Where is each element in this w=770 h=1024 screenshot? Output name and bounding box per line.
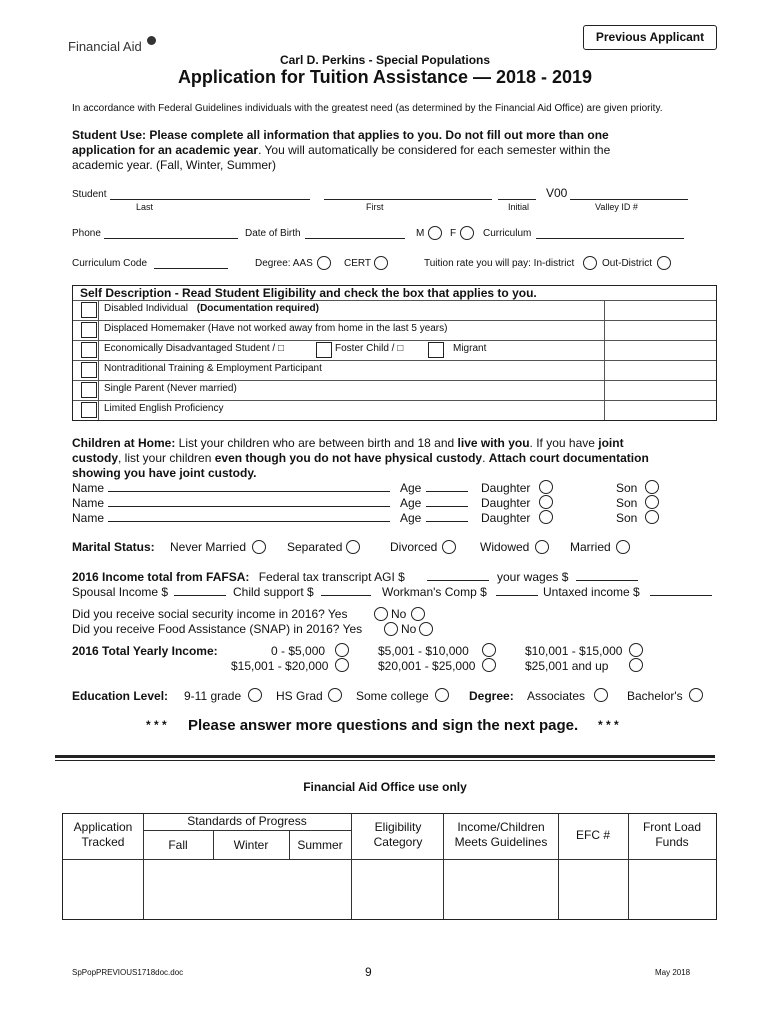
agi-field[interactable] (427, 570, 489, 581)
child-name-label-2: Name (72, 496, 105, 510)
valley-id-caption: Valley ID # (595, 202, 638, 212)
migrant-label: Migrant (453, 343, 487, 354)
bachelors-label: Bachelor's (627, 689, 683, 703)
footer-doc-name: SpPopPREVIOUS1718doc.doc (72, 968, 184, 977)
office-summer-header: Summer (297, 838, 343, 852)
nontraditional-checkbox[interactable] (81, 362, 97, 378)
office-app-tracked-header: Application Tracked (73, 820, 133, 849)
child-son-radio-3[interactable] (645, 510, 659, 524)
children-text-2: live with you (457, 436, 530, 450)
bachelors-radio[interactable] (689, 688, 703, 702)
last-name-field[interactable] (110, 189, 310, 200)
cert-label: CERT (344, 258, 372, 269)
child-age-field-2[interactable] (426, 496, 468, 507)
untaxed-field[interactable] (650, 585, 712, 596)
workmans-field[interactable] (496, 585, 538, 596)
income-range-1-radio[interactable] (335, 643, 349, 657)
first-name-field[interactable] (324, 189, 492, 200)
curriculum-code-label: Curriculum Code (72, 258, 148, 269)
migrant-checkbox[interactable] (428, 342, 444, 358)
child-name-field-3[interactable] (108, 511, 390, 522)
office-winter-header: Winter (233, 838, 269, 852)
curriculum-code-field[interactable] (154, 258, 228, 269)
snap-yes-radio[interactable] (384, 622, 398, 636)
curriculum-label: Curriculum (483, 228, 532, 239)
child-age-field-1[interactable] (426, 481, 468, 492)
income-range-5-label: $20,001 - $25,000 (378, 659, 476, 673)
disabled-label: Disabled Individual (104, 303, 188, 314)
office-fall-header: Fall (168, 838, 188, 852)
logo-badge-icon (147, 36, 156, 45)
page-subtitle: Carl D. Perkins - Special Populations (279, 53, 491, 67)
divider-thick (55, 755, 715, 758)
child-son-label-1: Son (616, 481, 638, 495)
child-daughter-radio-1[interactable] (539, 480, 553, 494)
note-text: Please answer more questions and sign the next page. (188, 717, 579, 734)
self-description-table (72, 285, 717, 421)
student-use-line1: Student Use: Please complete all information that applies to you. Do not fill out more than one (72, 128, 609, 142)
displaced-checkbox[interactable] (81, 322, 97, 338)
gender-m-label: M (416, 228, 425, 239)
student-label: Student (72, 189, 107, 200)
disabled-checkbox[interactable] (81, 302, 97, 318)
income-range-2-label: $5,001 - $10,000 (378, 644, 469, 658)
marital-divorced-label: Divorced (390, 540, 438, 554)
cert-radio[interactable] (374, 256, 388, 270)
disabled-option (104, 303, 319, 314)
footer-date: May 2018 (655, 968, 691, 977)
child-son-radio-2[interactable] (645, 495, 659, 509)
child-age-label-3: Age (400, 511, 422, 525)
intro-text: In accordance with Federal Guidelines individuals with the greatest need (as determined by the Financial Aid Office) are given priority. (72, 103, 663, 114)
office-standards-header: Standards of Progress (187, 814, 307, 828)
snap-question: Did you receive Food Assistance (SNAP) in 2016? Yes (72, 622, 363, 636)
marital-separated-radio[interactable] (346, 540, 360, 554)
valley-id-field[interactable] (570, 189, 688, 200)
education-grade-label: 9-11 grade (184, 689, 242, 703)
child-daughter-radio-3[interactable] (539, 510, 553, 524)
children-text-7: even though you do not have physical custody (214, 451, 483, 465)
children-text-4: joint (598, 436, 624, 450)
children-line2 (72, 451, 649, 465)
education-label: Education Level: (72, 689, 169, 703)
income-range-5-radio[interactable] (482, 658, 496, 672)
nontraditional-label: Nontraditional Training & Employment Participant (104, 363, 322, 374)
marital-never-label: Never Married (170, 540, 247, 554)
child-son-label-3: Son (616, 511, 638, 525)
ssi-no-label: No (391, 607, 407, 621)
child-age-label-1: Age (400, 481, 422, 495)
education-hs-label: HS Grad (276, 689, 323, 703)
spousal-field[interactable] (174, 585, 226, 596)
dob-label: Date of Birth (245, 228, 301, 239)
degree-label: Degree: (469, 689, 514, 703)
child-support-label: Child support $ (233, 585, 314, 599)
income-label: 2016 Income total from FAFSA: (72, 570, 250, 584)
single-parent-label: Single Parent (Never married) (104, 383, 237, 394)
footer-page-number: 9 (365, 965, 372, 979)
in-district-radio[interactable] (583, 256, 597, 270)
associates-label: Associates (527, 689, 586, 703)
yearly-income-label: 2016 Total Yearly Income: (72, 644, 218, 658)
wages-label: your wages $ (497, 570, 569, 584)
associates-radio[interactable] (594, 688, 608, 702)
student-use-line3: academic year. (Fall, Winter, Summer) (72, 158, 277, 172)
wages-field[interactable] (576, 570, 638, 581)
child-support-field[interactable] (321, 585, 371, 596)
out-district-label: Out-District (602, 258, 652, 269)
child-name-field-1[interactable] (108, 481, 390, 492)
initial-field[interactable] (498, 189, 536, 200)
office-heading: Financial Aid Office use only (303, 780, 467, 794)
foster-checkbox[interactable] (316, 342, 332, 358)
marital-married-radio[interactable] (616, 540, 630, 554)
initial-caption: Initial (508, 202, 530, 212)
v00-label: V00 (546, 186, 568, 200)
self-description-heading: Self Description - Read Student Eligibility and check the box that applies to you. (80, 286, 537, 300)
children-line1 (72, 436, 624, 450)
education-grade-radio[interactable] (248, 688, 262, 702)
child-age-label-2: Age (400, 496, 422, 510)
children-text-1: List your children who are between birth and 18 and (175, 436, 458, 450)
previous-applicant-box: Previous Applicant (583, 25, 717, 50)
children-text-9: Attach court documentation (488, 451, 649, 465)
curriculum-field[interactable] (536, 228, 684, 239)
logo-text: Financial Aid (68, 39, 142, 54)
child-name-label-3: Name (72, 511, 105, 525)
note-stars-left: * * * (146, 718, 167, 732)
degree-aas-label: Degree: AAS (255, 258, 313, 269)
child-son-radio-1[interactable] (645, 480, 659, 494)
gender-f-radio[interactable] (460, 226, 474, 240)
page-title: Application for Tuition Assistance — 2018 - 2019 (177, 67, 593, 87)
tuition-rate-label: Tuition rate you will pay: In-district (424, 258, 575, 269)
limited-english-label: Limited English Proficiency (104, 403, 224, 414)
office-efc-header: EFC # (575, 828, 610, 842)
marital-married-label: Married (570, 540, 611, 554)
marital-never-radio[interactable] (252, 540, 266, 554)
agi-label: Federal tax transcript AGI $ (258, 570, 405, 584)
child-son-label-2: Son (616, 496, 638, 510)
last-caption: Last (136, 202, 154, 212)
spousal-label: Spousal Income $ (72, 585, 169, 599)
snap-no-radio[interactable] (419, 622, 433, 636)
children-text-3: . If you have (529, 436, 599, 450)
office-front-load-header: Front Load Funds (642, 820, 702, 849)
displaced-label: Displaced Homemaker (Have not worked away from home in the last 5 years) (104, 323, 448, 334)
income-range-3-label: $10,001 - $15,000 (525, 644, 623, 658)
marital-widowed-label: Widowed (480, 540, 530, 554)
phone-label: Phone (72, 228, 101, 239)
office-income-children-header: Income/Children Meets Guidelines (454, 820, 548, 849)
children-text-8: . (482, 451, 489, 465)
education-college-label: Some college (356, 689, 429, 703)
office-eligibility-header: Eligibility Category (373, 820, 423, 849)
econ-checkbox[interactable] (81, 342, 97, 358)
gender-m-radio[interactable] (428, 226, 442, 240)
education-hs-radio[interactable] (328, 688, 342, 702)
foster-label: Foster Child / □ (335, 343, 404, 354)
income-range-3-radio[interactable] (629, 643, 643, 657)
child-age-field-3[interactable] (426, 511, 468, 522)
marital-divorced-radio[interactable] (442, 540, 456, 554)
child-daughter-label-2: Daughter (481, 496, 531, 510)
single-parent-checkbox[interactable] (81, 382, 97, 398)
disabled-note: (Documentation required) (196, 303, 319, 314)
marital-widowed-radio[interactable] (535, 540, 549, 554)
phone-field[interactable] (104, 228, 238, 239)
child-daughter-label-1: Daughter (481, 481, 531, 495)
dob-field[interactable] (305, 228, 405, 239)
income-range-6-radio[interactable] (629, 658, 643, 672)
gender-f-label: F (450, 228, 457, 239)
ssi-question: Did you receive social security income in 2016? Yes (72, 607, 348, 621)
note-stars-right: * * * (598, 718, 619, 732)
marital-label: Marital Status: (72, 540, 155, 554)
untaxed-label: Untaxed income $ (543, 585, 640, 599)
child-daughter-radio-2[interactable] (539, 495, 553, 509)
income-range-1-label: 0 - $5,000 (271, 644, 326, 658)
income-line1 (72, 570, 405, 584)
children-text-6: , list your children (118, 451, 215, 465)
office-use-table (62, 813, 717, 920)
divider-thin (55, 760, 715, 761)
first-caption: First (366, 202, 384, 212)
workmans-label: Workman's Comp $ (382, 585, 487, 599)
income-range-2-radio[interactable] (482, 643, 496, 657)
children-heading: Children at Home: (72, 436, 176, 450)
education-college-radio[interactable] (435, 688, 449, 702)
student-use-line2: . You will automatically be considered for each semester within the (258, 143, 611, 157)
ssi-yes-radio[interactable] (374, 607, 388, 621)
income-range-6-label: $25,001 and up (525, 659, 609, 673)
child-name-field-2[interactable] (108, 496, 390, 507)
child-daughter-label-3: Daughter (481, 511, 531, 525)
children-text-5: custody (72, 451, 119, 465)
degree-aas-radio[interactable] (317, 256, 331, 270)
out-district-radio[interactable] (657, 256, 671, 270)
snap-no-label: No (401, 622, 417, 636)
student-use-line2-bold: application for an academic year (72, 143, 259, 157)
marital-separated-label: Separated (287, 540, 343, 554)
ssi-no-radio[interactable] (411, 607, 425, 621)
children-line3: showing you have joint custody. (72, 466, 257, 480)
econ-label: Economically Disadvantaged Student / □ (104, 343, 285, 354)
child-name-label-1: Name (72, 481, 105, 495)
limited-english-checkbox[interactable] (81, 402, 97, 418)
income-range-4-radio[interactable] (335, 658, 349, 672)
income-range-4-label: $15,001 - $20,000 (231, 659, 329, 673)
